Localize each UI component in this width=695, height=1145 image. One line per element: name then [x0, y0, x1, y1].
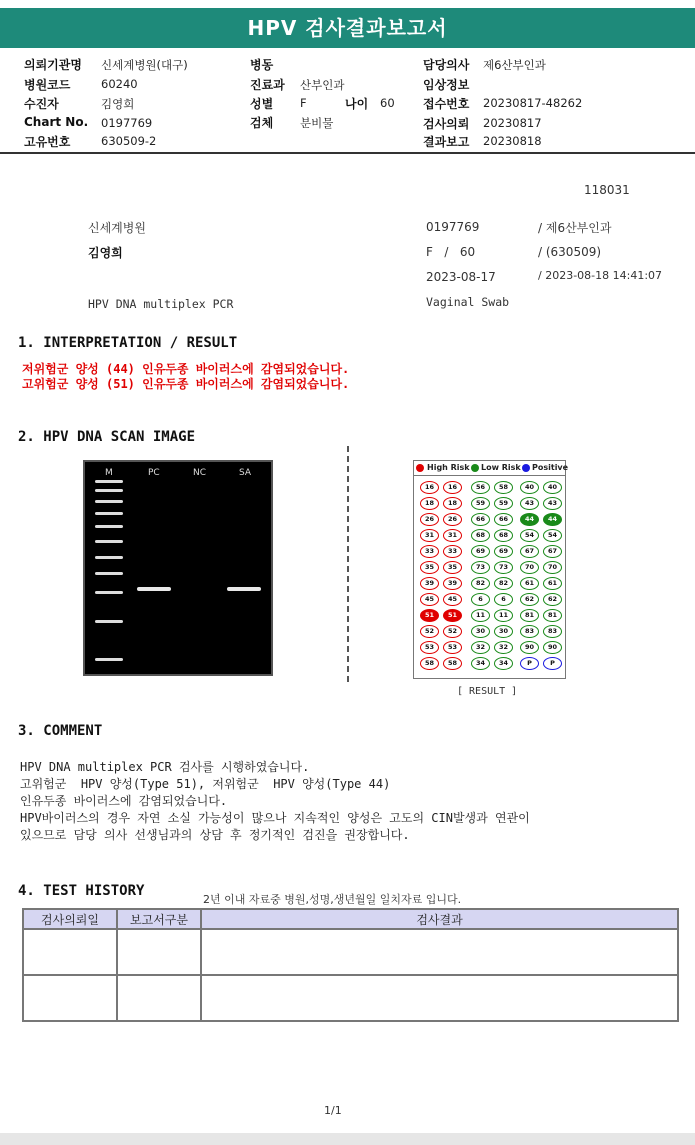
low-risk-dot-icon	[471, 464, 479, 472]
hpv-type-spot: 54	[543, 529, 562, 542]
hpv-type-spot: 73	[471, 561, 490, 574]
patient-name: 김영희	[88, 246, 123, 260]
hpv-type-spot: 26	[443, 513, 462, 526]
hpv-type-spot: 35	[443, 561, 462, 574]
patient-test: HPV DNA multiplex PCR	[88, 297, 234, 311]
hpv-type-spot: 40	[543, 481, 562, 494]
report-date-label: 결과보고	[423, 135, 470, 149]
patient-report-datetime: / 2023-08-18 14:41:07	[538, 269, 663, 282]
hpv-type-spot: 58	[420, 657, 439, 670]
receipt-no-label: 접수번호	[423, 97, 470, 111]
doctor-value: 제6산부인과	[483, 58, 546, 72]
hpv-type-spot: 59	[471, 497, 490, 510]
hpv-type-spot: 32	[471, 641, 490, 654]
hpv-type-spot: 43	[520, 497, 539, 510]
header-divider	[0, 152, 695, 154]
dna-chip-panel	[413, 460, 569, 679]
patient-code: 118031	[584, 183, 630, 197]
hpv-type-spot: 45	[443, 593, 462, 606]
hpv-type-spot: 45	[420, 593, 439, 606]
chart-no-label: Chart No.	[24, 115, 89, 129]
unique-id-value: 630509-2	[101, 134, 157, 148]
hpv-type-spot: 18	[443, 497, 462, 510]
comment-line: HPV바이러스의 경우 자연 소실 가능성이 많으나 지속적인 양성은 고도의 CIN발생과 연관이	[20, 811, 530, 825]
hpv-type-spot: 34	[471, 657, 490, 670]
gel-lane-label: M	[105, 468, 113, 478]
patient-value: 김영희	[101, 97, 135, 111]
result-line-1: 저위험군 양성 (44) 인유두종 바이러스에 감염되었습니다.	[22, 362, 350, 376]
request-date-label: 검사의뢰	[423, 117, 470, 131]
hpv-type-spot: 69	[471, 545, 490, 558]
hpv-type-spot: 26	[420, 513, 439, 526]
patient-chart: 0197769	[426, 220, 480, 234]
hpv-type-spot: 39	[443, 577, 462, 590]
result-line-2: 고위험군 양성 (51) 인유두종 바이러스에 감염되었습니다.	[22, 377, 350, 391]
hpv-type-spot: 43	[543, 497, 562, 510]
age-value: 60	[380, 96, 395, 110]
hpv-type-spot: 39	[420, 577, 439, 590]
result-caption: [ RESULT ]	[457, 686, 518, 697]
hpv-type-spot: 34	[494, 657, 513, 670]
legend-positive: Positive	[532, 463, 569, 472]
hpv-type-spot: 67	[543, 545, 562, 558]
hpv-type-spot: 35	[420, 561, 439, 574]
hpv-type-spot: P	[520, 657, 539, 670]
hpv-type-spot: 83	[520, 625, 539, 638]
patient-dept: / 제6산부인과	[538, 221, 612, 235]
hpv-type-spot: 11	[471, 609, 490, 622]
section-scan-image-title: 2. HPV DNA SCAN IMAGE	[18, 429, 196, 445]
positive-dot-icon	[522, 464, 530, 472]
hpv-type-spot: 90	[520, 641, 539, 654]
hpv-type-spot: 11	[494, 609, 513, 622]
unique-id-label: 고유번호	[24, 135, 71, 149]
hpv-type-spot: 81	[543, 609, 562, 622]
hpv-type-spot: 70	[520, 561, 539, 574]
hospital-name-label: 의뢰기관명	[24, 58, 82, 72]
hpv-type-spot: 31	[443, 529, 462, 542]
gel-lane-label: NC	[193, 468, 207, 478]
pc-band	[137, 587, 171, 591]
gel-image	[83, 460, 273, 676]
patient-label: 수진자	[24, 97, 59, 111]
hpv-type-spot: P	[543, 657, 562, 670]
hpv-type-spot: 61	[520, 577, 539, 590]
doctor-label: 담당의사	[423, 58, 470, 72]
legend-high-risk: High Risk	[427, 463, 470, 472]
hpv-type-spot: 54	[520, 529, 539, 542]
hpv-type-spot: 40	[520, 481, 539, 494]
col-result: 검사결과	[201, 909, 678, 929]
comment-line: 있으므로 담당 의사 선생님과의 상담 후 정기적인 검진을 권장합니다.	[20, 828, 410, 842]
report-title: HPV 검사결과보고서	[0, 8, 695, 48]
hpv-type-spot: 73	[494, 561, 513, 574]
hpv-type-spot: 66	[471, 513, 490, 526]
hospital-code-label: 병원코드	[24, 78, 71, 92]
sex-label: 성별	[250, 97, 274, 111]
hpv-type-spot: 18	[420, 497, 439, 510]
hpv-type-spot: 30	[471, 625, 490, 638]
patient-birth: / (630509)	[538, 245, 602, 259]
comment-line: 인유두종 바이러스에 감염되었습니다.	[20, 794, 228, 808]
patient-hospital: 신세계병원	[88, 221, 146, 235]
col-report-type: 보고서구분	[117, 909, 201, 929]
clinical-info-label: 임상정보	[423, 78, 470, 92]
hpv-type-spot: 44	[520, 513, 539, 526]
hpv-type-spot: 66	[494, 513, 513, 526]
age-label: 나이	[345, 97, 369, 111]
legend-low-risk: Low Risk	[481, 463, 521, 472]
hpv-type-spot: 82	[471, 577, 490, 590]
section-comment-title: 3. COMMENT	[18, 723, 103, 739]
hpv-type-spot: 6	[471, 593, 490, 606]
hpv-type-spot: 33	[443, 545, 462, 558]
page-bottom-band	[0, 1133, 695, 1145]
table-row	[23, 975, 678, 1021]
hpv-type-spot: 82	[494, 577, 513, 590]
col-request-date: 검사의뢰일	[23, 909, 117, 929]
hpv-type-spot: 16	[443, 481, 462, 494]
report-date-value: 20230818	[483, 134, 542, 148]
hpv-type-spot: 62	[520, 593, 539, 606]
request-date-value: 20230817	[483, 116, 542, 130]
ward-label: 병동	[250, 58, 274, 72]
hpv-type-spot: 6	[494, 593, 513, 606]
hpv-type-spot: 61	[543, 577, 562, 590]
hpv-type-spot: 51	[420, 609, 439, 622]
sa-band	[227, 587, 261, 591]
hpv-type-spot: 32	[494, 641, 513, 654]
receipt-no-value: 20230817-48262	[483, 96, 583, 110]
specimen-label: 검체	[250, 116, 274, 130]
hpv-type-spot: 58	[443, 657, 462, 670]
hpv-type-spot: 56	[471, 481, 490, 494]
hospital-code-value: 60240	[101, 77, 138, 91]
gel-lane-label: PC	[148, 468, 160, 478]
hpv-type-spot: 67	[520, 545, 539, 558]
gel-lane-label: SA	[239, 468, 252, 478]
hpv-type-spot: 33	[420, 545, 439, 558]
hpv-type-spot: 70	[543, 561, 562, 574]
chart-no-value: 0197769	[101, 116, 153, 130]
patient-date: 2023-08-17	[426, 270, 496, 284]
hpv-type-spot: 58	[494, 481, 513, 494]
hpv-type-spot: 31	[420, 529, 439, 542]
hpv-type-spot: 90	[543, 641, 562, 654]
history-header-row	[23, 909, 678, 929]
hpv-type-spot: 44	[543, 513, 562, 526]
high-risk-dot-icon	[416, 464, 424, 472]
hpv-type-spot: 30	[494, 625, 513, 638]
comment-line: HPV DNA multiplex PCR 검사를 시행하였습니다.	[20, 760, 310, 774]
history-note: 2년 이내 자료중 병원,성명,생년월일 일치자료 입니다.	[203, 893, 462, 906]
hpv-type-spot: 62	[543, 593, 562, 606]
hpv-type-spot: 68	[471, 529, 490, 542]
hpv-type-spot: 52	[443, 625, 462, 638]
section-interpretation-title: 1. INTERPRETATION / RESULT	[18, 335, 238, 351]
dept-label: 진료과	[250, 78, 285, 92]
page-number: 1/1	[324, 1104, 342, 1117]
hpv-type-spot: 53	[443, 641, 462, 654]
patient-sex-age: F / 60	[426, 245, 476, 259]
hpv-type-spot: 16	[420, 481, 439, 494]
history-table	[22, 908, 679, 1022]
patient-specimen: Vaginal Swab	[426, 295, 510, 309]
sex-value: F	[300, 96, 307, 110]
hpv-type-spot: 68	[494, 529, 513, 542]
hpv-type-spot: 59	[494, 497, 513, 510]
comment-body	[20, 759, 530, 844]
hpv-type-spot: 52	[420, 625, 439, 638]
dept-value: 산부인과	[300, 78, 345, 92]
hpv-type-spot: 51	[443, 609, 462, 622]
comment-line: 고위험군 HPV 양성(Type 51), 저위험군 HPV 양성(Type 44)	[20, 777, 391, 791]
scan-divider	[347, 446, 349, 682]
table-row	[23, 929, 678, 975]
hpv-type-spot: 53	[420, 641, 439, 654]
specimen-value: 분비물	[300, 116, 334, 130]
hospital-name-value: 신세계병원(대구)	[101, 58, 188, 72]
hpv-type-spot: 81	[520, 609, 539, 622]
section-history-title: 4. TEST HISTORY	[18, 883, 145, 899]
hpv-type-spot: 83	[543, 625, 562, 638]
hpv-type-spot: 69	[494, 545, 513, 558]
